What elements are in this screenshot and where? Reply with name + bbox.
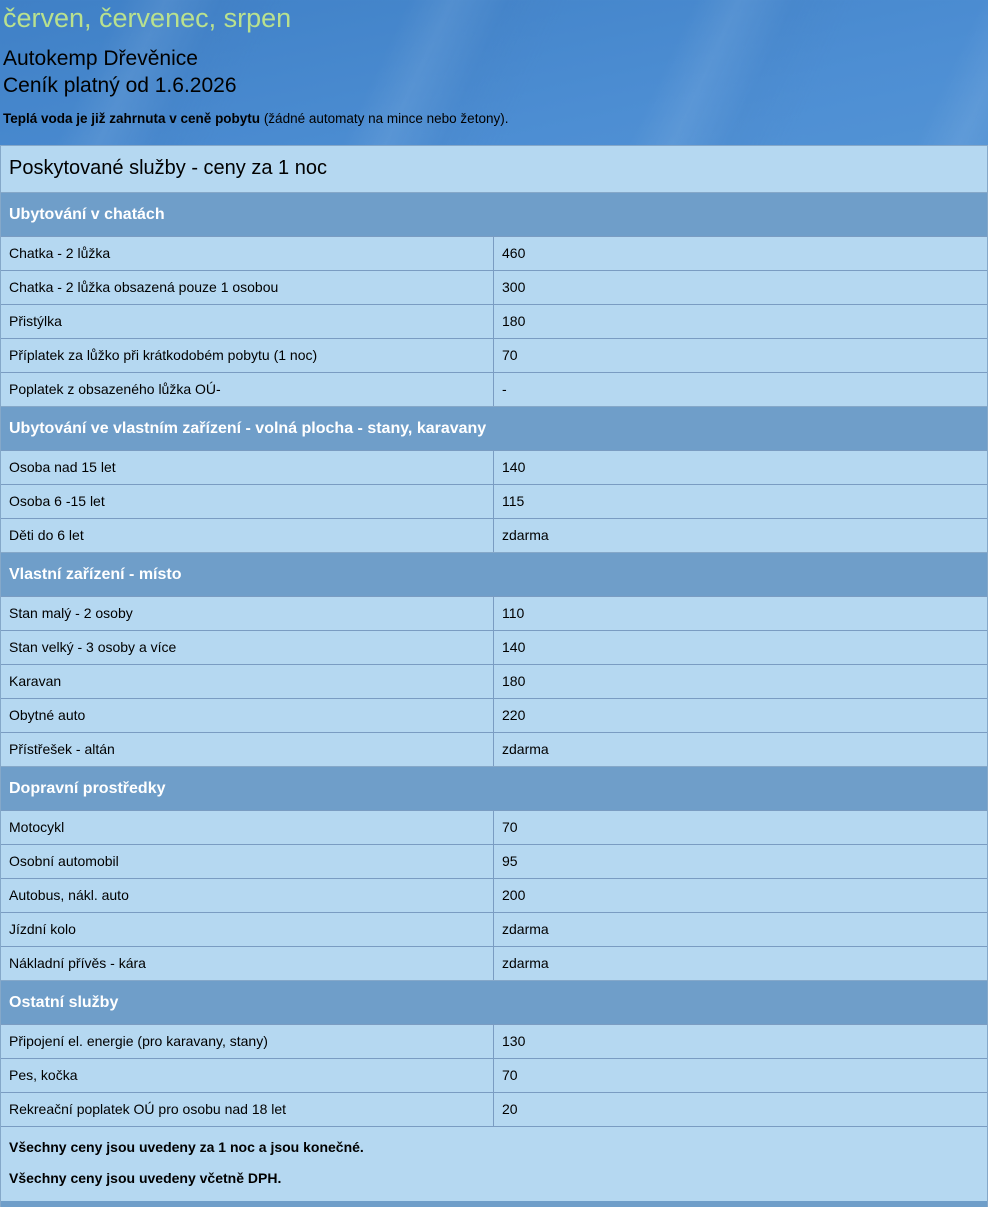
service-label: Osoba 6 -15 let: [1, 485, 494, 518]
hot-water-note-bold: Teplá voda je již zahrnuta v ceně pobytu: [3, 111, 261, 127]
price-value: 95: [502, 852, 518, 869]
price-value: 70: [502, 1066, 518, 1083]
table-row: [1, 596, 987, 630]
price-value: 200: [502, 886, 526, 903]
pricing-table: [0, 145, 988, 1207]
table-row: [1, 338, 987, 372]
price-value: zdarma: [502, 740, 549, 757]
service-label: Rekreační poplatek OÚ pro osobu nad 18 let: [1, 1093, 494, 1126]
price-value: 70: [502, 346, 518, 363]
service-label: Karavan: [1, 665, 494, 698]
table-row: [1, 372, 987, 406]
price-value: 20: [502, 1100, 518, 1117]
season-heading: červen, červenec, srpen: [3, 3, 292, 33]
table-row: [1, 810, 987, 844]
service-label: Připojení el. energie (pro karavany, stany): [1, 1025, 494, 1058]
service-label: Přistýlka: [1, 305, 494, 338]
service-label: Poplatek z obsazeného lůžka OÚ-: [1, 373, 494, 406]
service-label: Přístřešek - altán: [1, 733, 494, 766]
pricing-table-body: [1, 192, 987, 1126]
price-value: 110: [502, 604, 525, 621]
service-label: Osobní automobil: [1, 845, 494, 878]
section-header-0: Ubytování v chatách: [1, 192, 987, 236]
hot-water-note-rest: (žádné automaty na mince nebo žetony).: [260, 111, 509, 127]
table-row: [1, 698, 987, 732]
table-row: [1, 236, 987, 270]
pricelist-validity: Ceník platný od 1.6.2026: [3, 74, 237, 98]
price-value: 70: [502, 818, 518, 835]
service-label: Chatka - 2 lůžka obsazená pouze 1 osobou: [1, 271, 494, 304]
service-label: Stan velký - 3 osoby a více: [1, 631, 494, 664]
table-row: [1, 732, 987, 766]
service-label: Stan malý - 2 osoby: [1, 597, 494, 630]
table-row: [1, 484, 987, 518]
section-header-1: Ubytování ve vlastním zařízení - volná plocha - stany, karavany: [1, 406, 987, 450]
price-value: -: [502, 380, 507, 397]
price-value: zdarma: [502, 954, 549, 971]
price-value: 115: [502, 492, 525, 509]
table-row: [1, 878, 987, 912]
price-value: zdarma: [502, 920, 549, 937]
price-value: 180: [502, 312, 526, 329]
price-value: 140: [502, 638, 526, 655]
price-value: 130: [502, 1032, 526, 1049]
table-row: [1, 1024, 987, 1058]
price-value: 140: [502, 458, 526, 475]
table-row: [1, 630, 987, 664]
service-label: Osoba nad 15 let: [1, 451, 494, 484]
hot-water-note: [3, 111, 984, 128]
page-header: [0, 0, 988, 128]
table-footer: [1, 1126, 987, 1207]
table-row: [1, 912, 987, 946]
service-label: Příplatek za lůžko při krátkodobém pobytu (1 noc): [1, 339, 494, 372]
table-row: [1, 450, 987, 484]
footer-line-1: Všechny ceny jsou uvedeny včetně DPH.: [9, 1169, 282, 1186]
table-row: [1, 270, 987, 304]
table-row: [1, 664, 987, 698]
section-header-3: Dopravní prostředky: [1, 766, 987, 810]
footer-line-0: Všechny ceny jsou uvedeny za 1 noc a jsou konečné.: [9, 1138, 364, 1155]
service-label: Autobus, nákl. auto: [1, 879, 494, 912]
service-label: Děti do 6 let: [1, 519, 494, 552]
table-title: Poskytované služby - ceny za 1 noc: [1, 146, 987, 192]
section-header-2: Vlastní zařízení - místo: [1, 552, 987, 596]
price-value: zdarma: [502, 526, 549, 543]
table-row: [1, 1058, 987, 1092]
price-value: 300: [502, 278, 526, 295]
table-row: [1, 304, 987, 338]
service-label: Motocykl: [1, 811, 494, 844]
service-label: Nákladní přívěs - kára: [1, 947, 494, 980]
section-header-4: Ostatní služby: [1, 980, 987, 1024]
table-row: [1, 1092, 987, 1126]
price-value: 460: [502, 244, 526, 261]
price-value: 220: [502, 706, 526, 723]
price-value: 180: [502, 672, 526, 689]
service-label: Pes, kočka: [1, 1059, 494, 1092]
table-row: [1, 518, 987, 552]
site-name: Autokemp Dřevěnice: [3, 47, 198, 71]
service-label: Jízdní kolo: [1, 913, 494, 946]
table-row: [1, 946, 987, 980]
service-label: Chatka - 2 lůžka: [1, 237, 494, 270]
service-label: Obytné auto: [1, 699, 494, 732]
table-row: [1, 844, 987, 878]
